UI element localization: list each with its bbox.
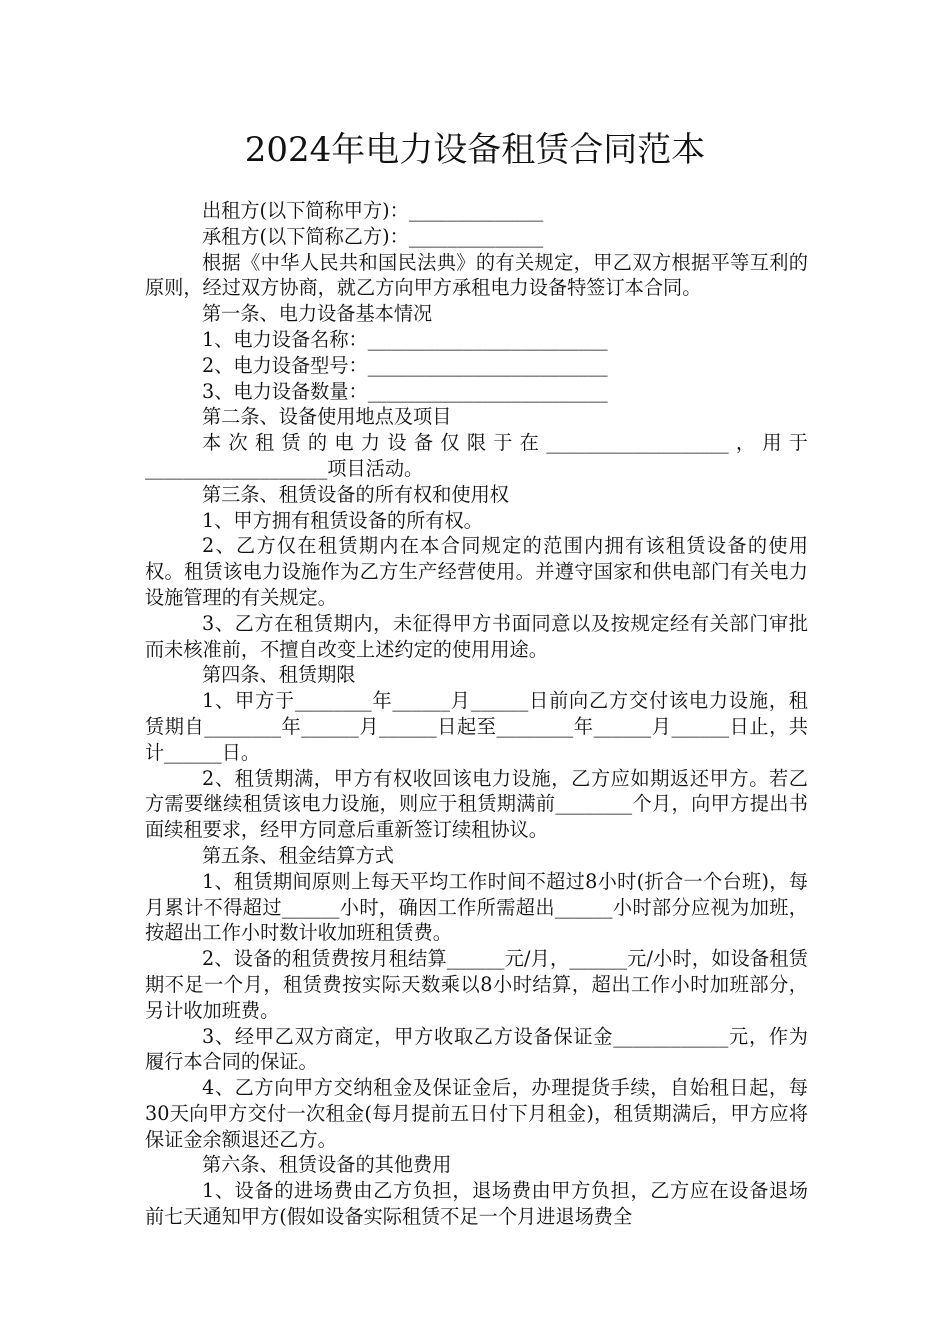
article-3-clause-2: 2、乙方仅在租赁期内在本合同规定的范围内拥有该租赁设备的使用权。租赁该电力设施作为乙方生产经营使用。并遵守国家和供电部门有关电力设施管理的有关规定。: [145, 534, 808, 609]
party-b-line: 承租方(以下简称乙方)：______________: [202, 224, 544, 248]
article-4-heading: 第四条、租赁期限: [202, 663, 356, 687]
article-4-clause-2: 2、租赁期满，甲方有权收回该电力设施，乙方应如期返还甲方。若乙方需要继续租赁该电力设施，则应于租赁期满前________个月，向甲方提出书面续租要求，经甲方同意后重新签订续租协议。: [145, 766, 808, 842]
document-title: 2024年电力设备租赁合同范本: [244, 130, 706, 170]
usage-location-paragraph: 本次租赁的电力设备仅限于在___________________，用于___________________项目活动。: [145, 431, 808, 480]
article-5-clause-4: 4、乙方向甲方交纳租金及保证金后，办理提货手续，自始租日起，每30天向甲方交付一次租金(每月提前五日付下月租金)，租赁期满后，甲方应将保证金余额退还乙方。: [145, 1076, 808, 1151]
article-2-heading: 第二条、设备使用地点及项目: [202, 405, 452, 429]
equipment-model-line: 2、电力设备型号：_________________________: [202, 353, 608, 377]
article-3-heading: 第三条、租赁设备的所有权和使用权: [202, 482, 509, 506]
article-3-clause-1: 1、甲方拥有租赁设备的所有权。: [202, 508, 483, 532]
party-a-line: 出租方(以下简称甲方)：______________: [202, 199, 544, 222]
article-5-heading: 第五条、租金结算方式: [202, 843, 394, 867]
equipment-name-line: 1、电力设备名称：_________________________: [202, 327, 608, 351]
article-5-clause-2: 2、设备的租赁费按月租结算______元/月，______元/小时，如设备租赁期不足一个月，租赁费按实际天数乘以8小时结算，超出工作小时加班部分，另计收加班费。: [145, 947, 808, 1022]
article-5-clause-1: 1、租赁期间原则上每天平均工作时间不超过8小时(折合一个台班)，每月累计不得超过______小时，确因工作所需超出______小时部分应视为加班，按超出工作小时数计收加班租赁费。: [145, 869, 808, 945]
article-6-clause-1: 1、设备的进场费由乙方负担，退场费由甲方负担，乙方应在设备退场前七天通知甲方(假如设备实际租赁不足一个月进退场费全: [145, 1179, 808, 1229]
document-body: [145, 198, 808, 1230]
article-6-heading: 第六条、租赁设备的其他费用: [202, 1153, 452, 1177]
equipment-quantity-line: 3、电力设备数量：_________________________: [202, 379, 608, 403]
article-4-clause-1: 1、甲方于________年______月______日前向乙方交付该电力设施，租赁期自________年______月______日起至________年______月______日止，共计______日。: [145, 689, 808, 764]
article-5-clause-3: 3、经甲乙双方商定，甲方收取乙方设备保证金____________元，作为履行本合同的保证。: [145, 1024, 808, 1074]
article-1-heading: 第一条、电力设备基本情况: [202, 302, 433, 326]
preamble-paragraph: 根据《中华人民共和国民法典》的有关规定，甲乙双方根据平等互利的原则，经过双方协商，就乙方向甲方承租电力设备特签订本合同。: [145, 250, 808, 300]
article-3-clause-3: 3、乙方在租赁期内，未征得甲方书面同意以及按规定经有关部门审批而未核准前，不擅自改变上述约定的使用用途。: [145, 611, 808, 661]
